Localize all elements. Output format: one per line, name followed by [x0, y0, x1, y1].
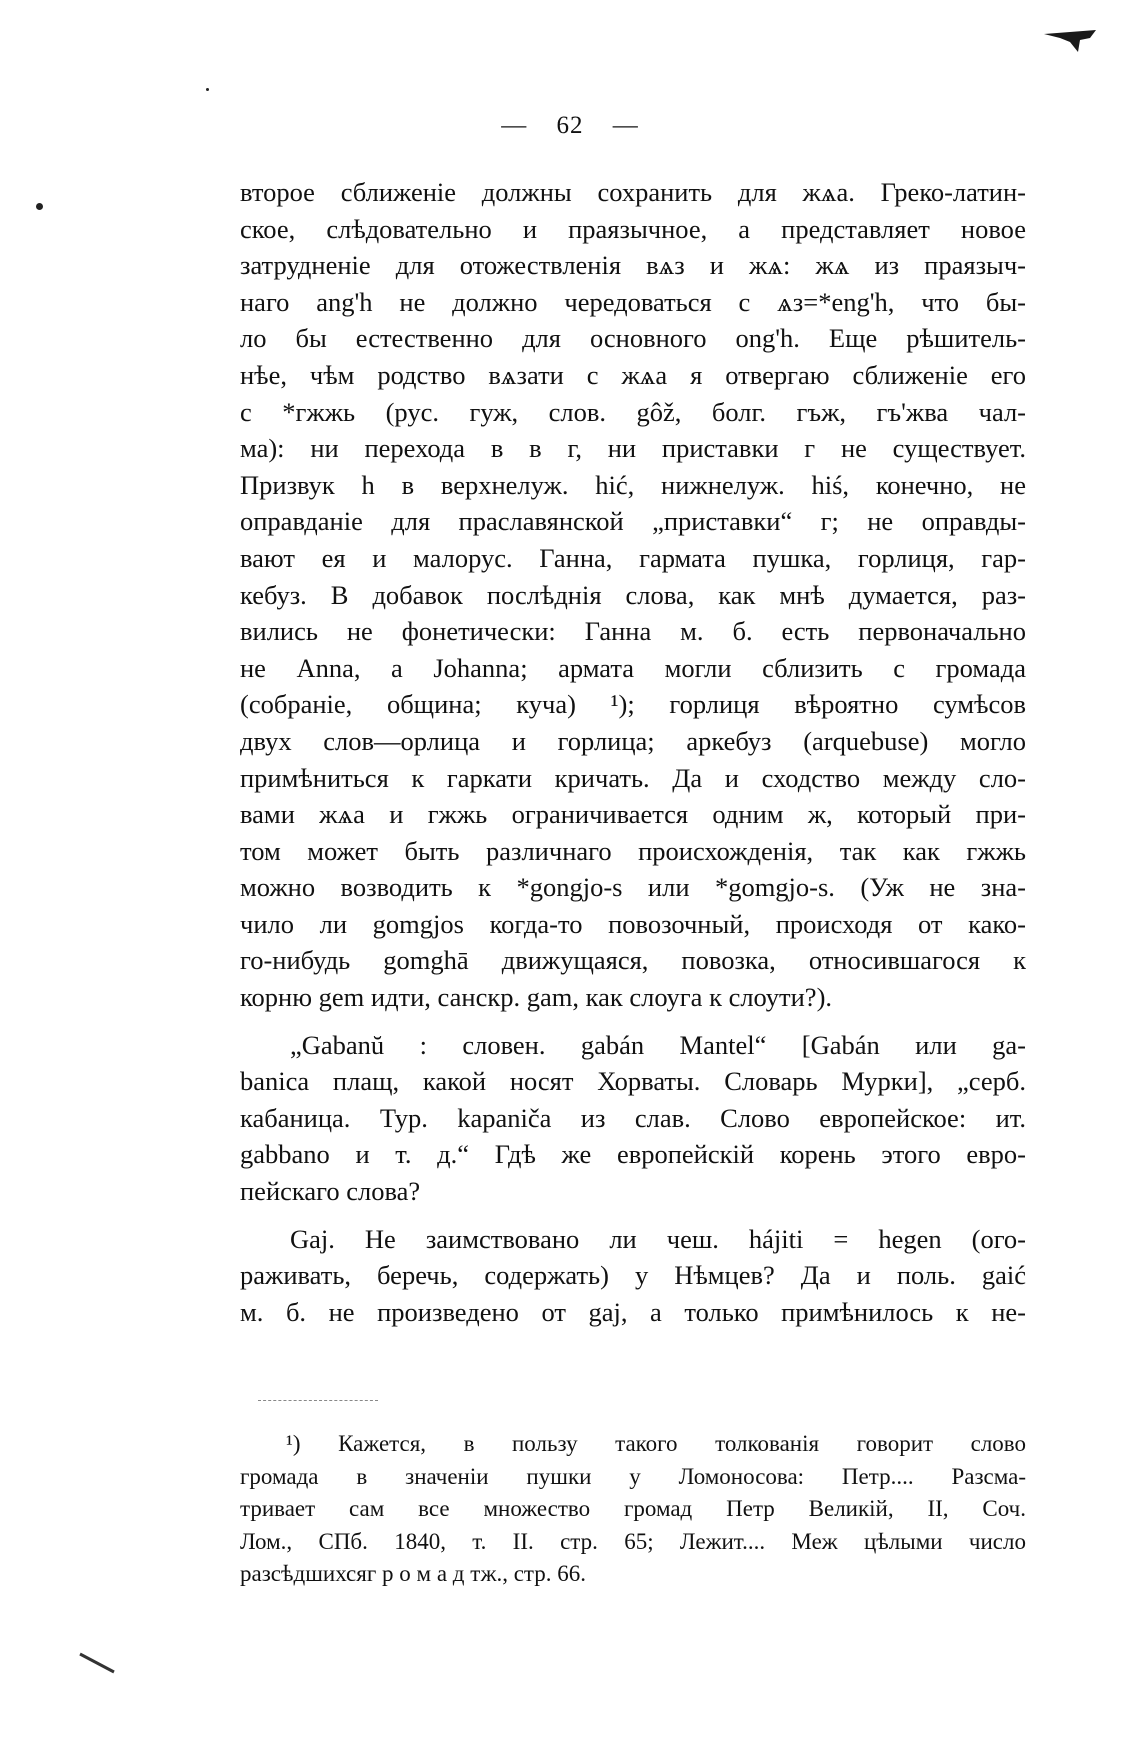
footnote-divider [258, 1400, 378, 1401]
text-line: затрудненіе для отожествленія вѧз и жѧ: жѧ из праязыч- [240, 250, 1026, 281]
text-line: (собраніе, община; куча) ¹); горлиця вѣроятно сумѣсов [240, 689, 1026, 720]
text-line: не Anna, а Johanna; армата могли сблизить с громада [240, 652, 1026, 683]
scan-speck [36, 203, 43, 210]
footnote-line: тривает сам все множество громад Петр Великій, II, Соч. [240, 1496, 1026, 1521]
text-line: м. б. не произведено от gaj, а только примѣнилось к не- [240, 1296, 1026, 1327]
text-line: чило ли gomgjos когда-то повозочный, происходя от како- [240, 908, 1026, 939]
text-line: Gaj. Не заимствовано ли чеш. hájiti = hegen (ого- [290, 1223, 1026, 1254]
text-line: с *гжжь (рус. гуж, слов. gôž, болг. гъж, гъ'жва чал- [240, 396, 1026, 427]
text-line: нѣе, чѣм родство вѧзати с жѧа я отвергаю сближеніе его [240, 359, 1026, 390]
paragraph-gap [240, 1016, 1026, 1027]
text-line: banica плащ, какой носят Хорваты. Словарь Мурки], „серб. [240, 1066, 1026, 1097]
text-line: двух слов—орлица и горлица; аркебуз (arquebuse) могло [240, 725, 1026, 756]
page-number-header [0, 112, 1140, 140]
footnote-line: ¹) Кажется, в пользу такого толкованія говорит слово [286, 1431, 1026, 1456]
main-text [240, 174, 1026, 1330]
scan-scratch-icon [78, 1652, 118, 1676]
text-line: вились не фонетически: Ганна м. б. есть первоначально [240, 616, 1026, 647]
page-number-dash-left: — [501, 112, 528, 139]
text-line: го-нибудь gomghā движущаяся, повозка, относившагося к [240, 945, 1026, 976]
scan-speck [206, 88, 209, 91]
text-line: пейскаго слова? [240, 1176, 421, 1207]
text-line: вами жѧа и гжжь ограничивается одним ж, который при- [240, 799, 1026, 830]
footnote-line: Лом., СПб. 1840, т. II. стр. 65; Лежит.... Меж цѣлыми число [240, 1528, 1026, 1554]
text-line: вают ея и малорус. Ганна, гармата пушка, горлиця, гар- [240, 542, 1026, 573]
footnote-line: разсѣдшихсяг р о м а д тж., стр. 66. [240, 1561, 586, 1586]
footnote-line: громада в значеніи пушки у Ломоносова: Петр.... Разсма- [240, 1463, 1026, 1489]
footnote [240, 1428, 1026, 1591]
text-line: „Gabanŭ : словен. gabán Mantel“ [Gabán или ga- [290, 1029, 1026, 1060]
text-line: ма): ни перехода в в г, ни приставки г не существует. [240, 433, 1026, 464]
text-line: ло бы естественно для основного ong'h. Еще рѣшитель- [240, 323, 1026, 354]
text-line: ское, слѣдовательно и праязычное, a представляет новое [240, 213, 1026, 244]
text-line: наго ang'h не должно чередоваться с ѧз=*eng'h, что бы- [240, 286, 1026, 317]
text-line: корню gem идти, санскр. gam, как слоуга к слоути?). [240, 982, 833, 1013]
text-line: gabbano и т. д.“ Гдѣ же европейскій корень этого евро- [240, 1139, 1026, 1170]
text-line: примѣниться к гаркати кричать. Да и сходство между сло- [240, 762, 1026, 793]
scan-smudge-icon [1040, 28, 1100, 58]
text-line: кебуз. В добавок послѣднія слова, как мнѣ думается, раз- [240, 579, 1026, 610]
page-number: 62 [556, 112, 584, 139]
text-line: том может быть различнаго происхожденія, так как гжжь [240, 835, 1026, 866]
text-line: кабаница. Тур. kapaniča из слав. Слово европейское: ит. [240, 1102, 1026, 1133]
page-number-dash-right: — [612, 112, 639, 139]
text-line: Призвук h в верхнелуж. hić, нижнелуж. hiś, конечно, не [240, 469, 1026, 500]
text-line: оправданіе для праславянской „приставки“ г; не оправды- [240, 506, 1026, 537]
paragraph-gap [240, 1210, 1026, 1221]
text-line: раживать, беречь, содержать) у Нѣмцев? Да и поль. gaić [240, 1260, 1026, 1291]
text-line: второе сближеніе должны сохранить для жѧа. Греко-латин- [240, 177, 1026, 207]
text-line: можно возводить к *gongjo-s или *gomgjo-s. (Уж не зна- [240, 872, 1026, 903]
